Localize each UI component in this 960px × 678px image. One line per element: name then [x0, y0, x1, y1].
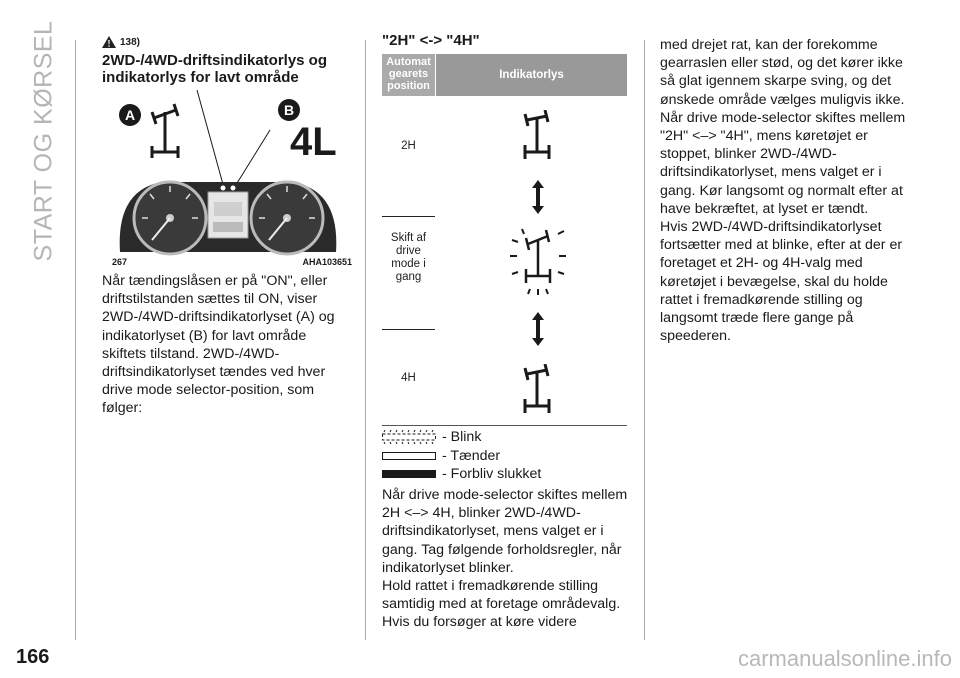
row-separator-2 [382, 329, 435, 330]
legend-blink-swatch [382, 430, 438, 444]
legend-off-swatch [382, 467, 438, 481]
legend-blink-label: - Blink [442, 429, 482, 445]
section-title: 2WD-/4WD-driftsindikatorlys og indikatorlys for lavt område [102, 52, 328, 86]
section-tab [14, 20, 74, 262]
legend-off [382, 465, 632, 484]
table-header [382, 54, 627, 96]
figure-number: 267 [112, 257, 128, 267]
figure-caption [112, 257, 352, 267]
column-divider-1 [365, 40, 366, 640]
intro-paragraph: Når tændingslåsen er på "ON", eller driftstilstanden sættes til ON, viser 2WD-/4WD-driftsindikatorlyset (A) og indikatorlyset (B) for lavt område skiftets tilstand. 2WD-/4WD-driftsindikatorlyset tændes ved hver drive mode selector-position, som følger: [102, 273, 335, 417]
row-label-4h: 4H [401, 372, 416, 384]
legend-off-label: - Forbliv slukket [442, 466, 542, 483]
indicator-blinking-icon [508, 226, 568, 296]
warning-reference [102, 36, 140, 48]
legend-blink [382, 428, 632, 447]
indicator-2h-icon [515, 110, 559, 162]
double-arrow-icon [531, 180, 545, 214]
double-arrow-icon-2 [531, 312, 545, 346]
stopped-vehicle-paragraph: Når drive mode-selector skiftes mellem "2H" <–> "4H", mens køretøjet er stoppet, blinker 2WD-/4WD-driftsindikatorlyset, mens valget er i gang. Kør langsomt og normalt efter at have bekræftet, at lyset er tændt. [660, 109, 906, 217]
figure-code: AHA103651 [302, 257, 352, 267]
indicator-4h-icon [515, 364, 559, 416]
row-label-shifting: Skift af drive mode i gang [390, 232, 427, 283]
warning-icon [102, 36, 116, 48]
column-3-text [660, 36, 910, 345]
legend [382, 428, 632, 484]
page-number: 166 [16, 646, 50, 668]
column-divider-2 [644, 40, 645, 640]
table-bottom-rule [382, 425, 627, 426]
callout-a-label: A [124, 107, 136, 123]
drivetrain-icon [152, 104, 178, 158]
legend-on-swatch [382, 449, 438, 463]
mode-switch-title: "2H" <-> "4H" [382, 32, 480, 49]
legend-on-label: - Tænder [442, 447, 501, 464]
legend-on [382, 447, 632, 466]
low-range-label: 4L [290, 120, 337, 164]
callout-b-label: B [283, 102, 295, 118]
row-separator-1 [382, 216, 435, 217]
instrument-cluster-figure [102, 90, 355, 265]
continuation-paragraph: med drejet rat, kan der forekomme gearraslen eller stød, og det kører ikke så glat igennem skarpe sving, og det ønskede område vælges muligvis ikke. [660, 37, 905, 108]
section-label: START OG KØRSEL [29, 20, 58, 262]
header-indicator: Indikatorlys [435, 54, 627, 96]
blink-precautions-paragraph: Når drive mode-selector skiftes mellem 2H <–> 4H, blinker 2WD-/4WD-driftsindikatorlyset, mens valget er i gang. Tag følgende forholdsregler, når indikatorlyset blinker. Hold rattet i fremadkørende stilling samtidig med at foretage områdevalg. Hvis du forsøger at køre videre [382, 487, 628, 631]
warning-ref-number: 138) [120, 36, 141, 48]
header-gear-position: Automat gearets position [382, 54, 435, 96]
watermark: carmanualsonline.info [737, 646, 952, 671]
sidebar-divider [75, 40, 76, 640]
row-label-2h: 2H [401, 140, 416, 152]
continued-blinking-paragraph: Hvis 2WD-/4WD-driftsindikatorlyset fortsætter med at blinke, efter at der er foretaget et 2H- og 4H-valg med køretøjet i bevægelse, skal du holde rattet i fremadkørende stilling og langsomt træde flere gange på speederen. [660, 219, 903, 345]
